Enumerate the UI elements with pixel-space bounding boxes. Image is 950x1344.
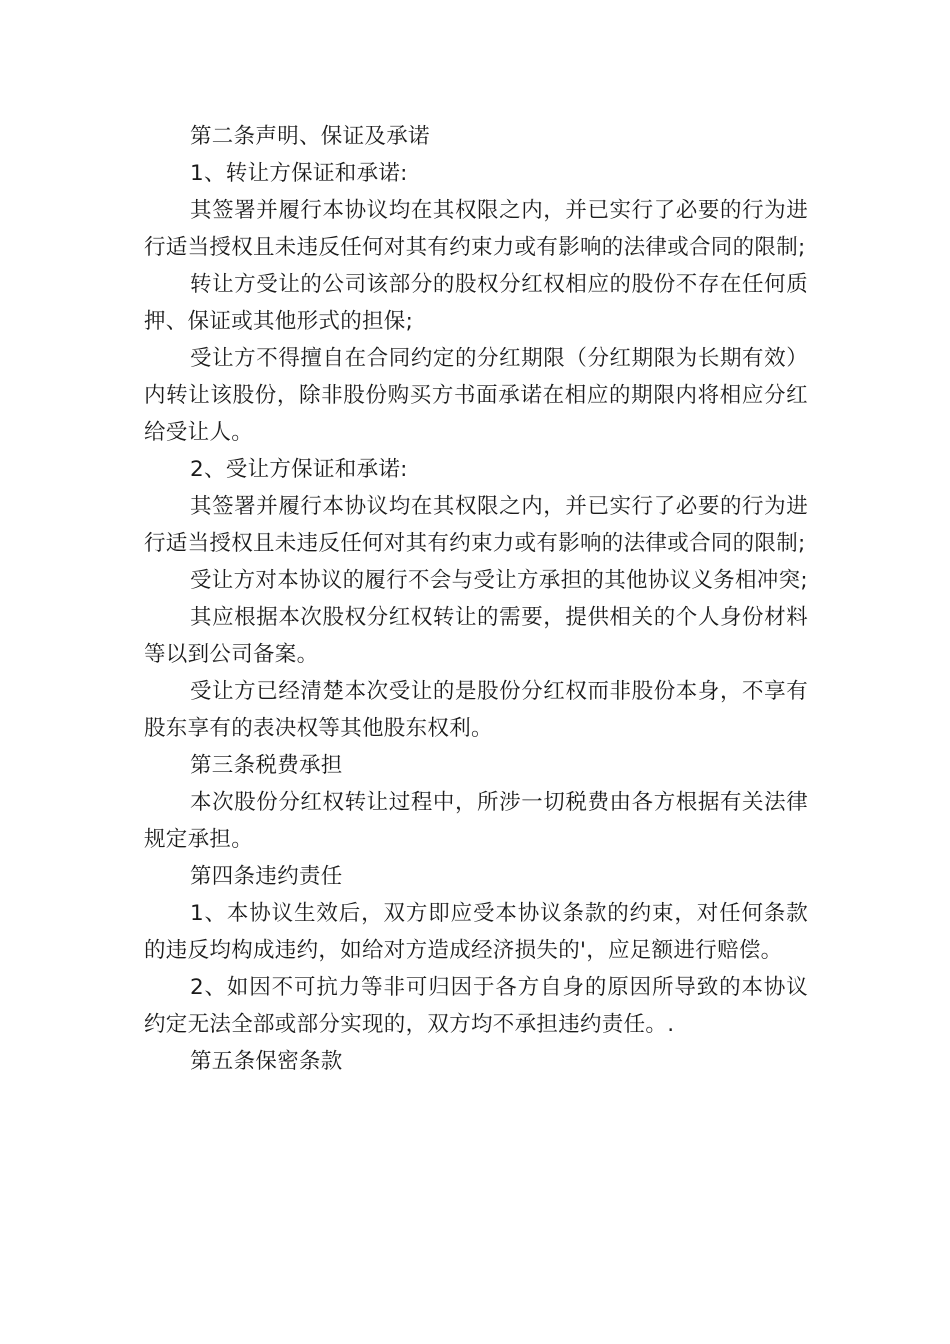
paragraph: 受让方不得擅自在合同约定的分红期限（分红期限为长期有效）内转让该股份，除非股份购买方书面承诺在相应的期限内将相应分红给受让人。	[144, 346, 808, 445]
paragraph: 其应根据本次股权分红权转让的需要，提供相关的个人身份材料等以到公司备案。	[144, 605, 808, 667]
transferee-commitments-heading: 2、受让方保证和承诺:	[190, 457, 408, 482]
paragraph: 2、如因不可抗力等非可归因于各方自身的原因所导致的本协议约定无法全部或部分实现的，双方均不承担违约责任。.	[144, 975, 808, 1037]
paragraph: 受让方对本协议的履行不会与受让方承担的其他协议义务相冲突;	[190, 568, 808, 593]
article-2-heading: 第二条声明、保证及承诺	[190, 124, 430, 149]
article-4-heading: 第四条违约责任	[190, 864, 343, 889]
paragraph: 转让方受让的公司该部分的股权分红权相应的股份不存在任何质押、保证或其他形式的担保;	[144, 272, 808, 334]
document-body	[144, 118, 808, 1080]
paragraph: 1、本协议生效后，双方即应受本协议条款的约束，对任何条款的违反均构成违约，如给对方造成经济损失的'，应足额进行赔偿。	[144, 901, 808, 963]
article-5-heading: 第五条保密条款	[190, 1049, 343, 1074]
paragraph: 其签署并履行本协议均在其权限之内，并已实行了必要的行为进行适当授权且未违反任何对其有约束力或有影响的法律或合同的限制;	[144, 494, 808, 556]
article-3-heading: 第三条税费承担	[190, 753, 343, 778]
transferor-commitments-heading: 1、转让方保证和承诺:	[190, 161, 408, 186]
paragraph: 其签署并履行本协议均在其权限之内，并已实行了必要的行为进行适当授权且未违反任何对其有约束力或有影响的法律或合同的限制;	[144, 198, 808, 260]
paragraph: 受让方已经清楚本次受让的是股份分红权而非股份本身，不享有股东享有的表决权等其他股东权利。	[144, 679, 808, 741]
paragraph: 本次股份分红权转让过程中，所涉一切税费由各方根据有关法律规定承担。	[144, 790, 808, 852]
